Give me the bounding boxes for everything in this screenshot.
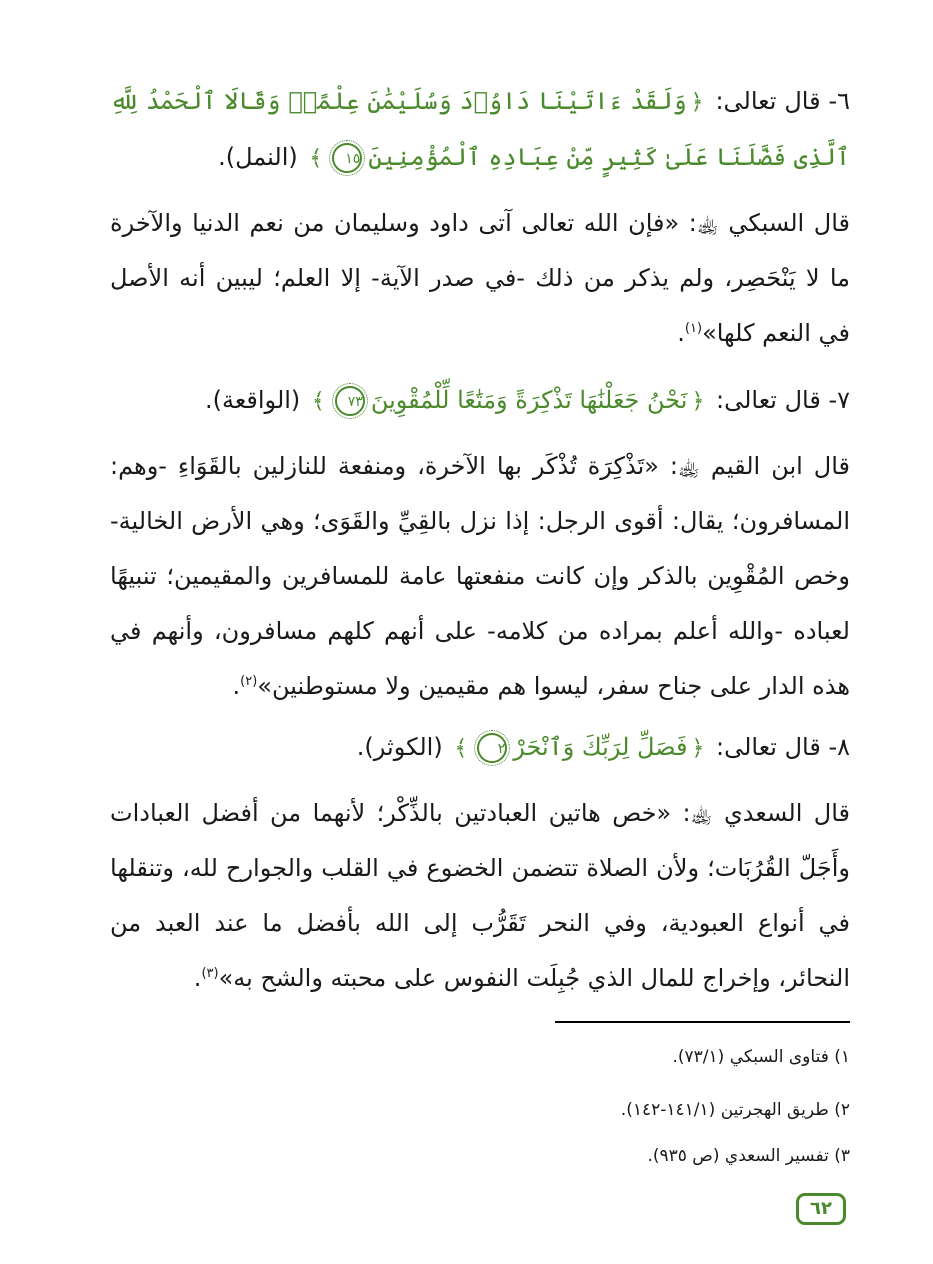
ornate-bracket-open: ﴿	[691, 389, 705, 414]
sentence-end: .	[232, 672, 241, 700]
ornate-bracket-open: ﴿	[691, 736, 705, 761]
footnote-ref: (٣)	[201, 966, 219, 981]
surah-reference: (الكوثر).	[356, 733, 451, 761]
footnote-2: ٢) طريق الهجرتين (١٤١/١-١٤٢).	[620, 1100, 850, 1120]
quran-verse: نَحْنُ جَعَلْنَٰهَا تَذْكِرَةً وَمَتَٰعًا لِّلْمُقْوِينَ	[370, 386, 688, 414]
verse-block-8	[110, 720, 850, 776]
footnote-divider	[555, 1021, 850, 1023]
commentary-saadi	[110, 786, 850, 1006]
commentary-ibn-qayyim	[110, 439, 850, 714]
commentary-text: قال ابن القيم ﵀: «تَذْكِرَة تُذْكَر بها الآخرة، ومنفعة للنازلين بالقَوَاءِ -وهم: المسافرون؛ يقال: أقوى الرجل: إذا نزل بالقِيِّ والقَوَى؛ وهي الأرض الخالية- وخص المُقْوِين بالذكر وإن كانت منفعتها عامة للمسافرين والمقيمين؛ تنبيهًا لعباده -والله أعلم بمراده من كلامه- على أنهم كلهم مسافرون، وأنهم في هذه الدار على جناح سفر، ليسوا هم مقيمين ولا مستوطنين»	[110, 452, 850, 700]
surah-reference: (النمل).	[218, 143, 306, 171]
commentary-text: قال السبكي ﵀: «فإن الله تعالى آتى داود وسليمان من نعم الدنيا والآخرة ما لا يَنْحَصِر، ولم يذكر من ذلك -في صدر الآية- إلا العلم؛ ليبين أنه الأصل في النعم كلها»	[110, 209, 850, 347]
verse-intro: ٨- قال تعالى:	[708, 733, 850, 761]
page-number: ٦٢	[796, 1193, 846, 1225]
commentary-subki	[110, 196, 850, 361]
footnote-3: ٣) تفسير السعدي (ص ٩٣٥).	[647, 1146, 850, 1166]
footnote-ref: (١)	[684, 321, 703, 336]
verse-intro: ٧- قال تعالى:	[708, 386, 850, 414]
verse-block-6	[110, 74, 850, 186]
ornate-bracket-open: ﴿	[690, 90, 704, 115]
ayah-number-mark: ١٥	[332, 143, 362, 173]
verse-block-7	[110, 373, 850, 429]
sentence-end: .	[677, 319, 685, 347]
surah-reference: (الواقعة).	[204, 386, 308, 414]
commentary-text: قال السعدي ﵀: «خص هاتين العبادتين بالذِّكْر؛ لأنهما من أفضل العبادات وأَجَلّ القُرُبَات؛ ولأن الصلاة تتضمن الخضوع في القلب والجوارح لله، وتنقلها في أنواع العبودية، وفي النحر تَقَرُّب إلى الله بأفضل ما عند العبد من النحائر، وإخراج للمال الذي جُبِلَت النفوس على محبته والشح به»	[110, 799, 850, 992]
verse-intro: ٦- قال تعالى:	[707, 87, 850, 115]
ornate-bracket-close: ﴾	[309, 146, 323, 171]
ayah-number-mark: ٧٣	[335, 386, 365, 416]
footnote-ref: (٢)	[240, 674, 258, 689]
ornate-bracket-close: ﴾	[311, 389, 325, 414]
footnote-1: ١) فتاوى السبكي (٧٣/١).	[672, 1047, 850, 1067]
sentence-end: .	[193, 964, 202, 992]
ornate-bracket-close: ﴾	[454, 736, 468, 761]
quran-verse: وَلَقَدْ ءَاتَيْنَا دَاوُۥدَ وَسُلَيْمَٰنَ عِلْمًاۖ وَقَالَا ٱلْحَمْدُ لِلَّهِ ٱلَّذِى فَضَّلَنَا عَلَىٰ كَثِيرٍ مِّنْ عِبَادِهِ ٱلْمُؤْمِنِينَ	[110, 87, 850, 171]
quran-verse: فَصَلِّ لِرَبِّكَ وَٱنْحَرْ	[513, 733, 688, 761]
ayah-number-mark: ٢	[477, 733, 507, 763]
